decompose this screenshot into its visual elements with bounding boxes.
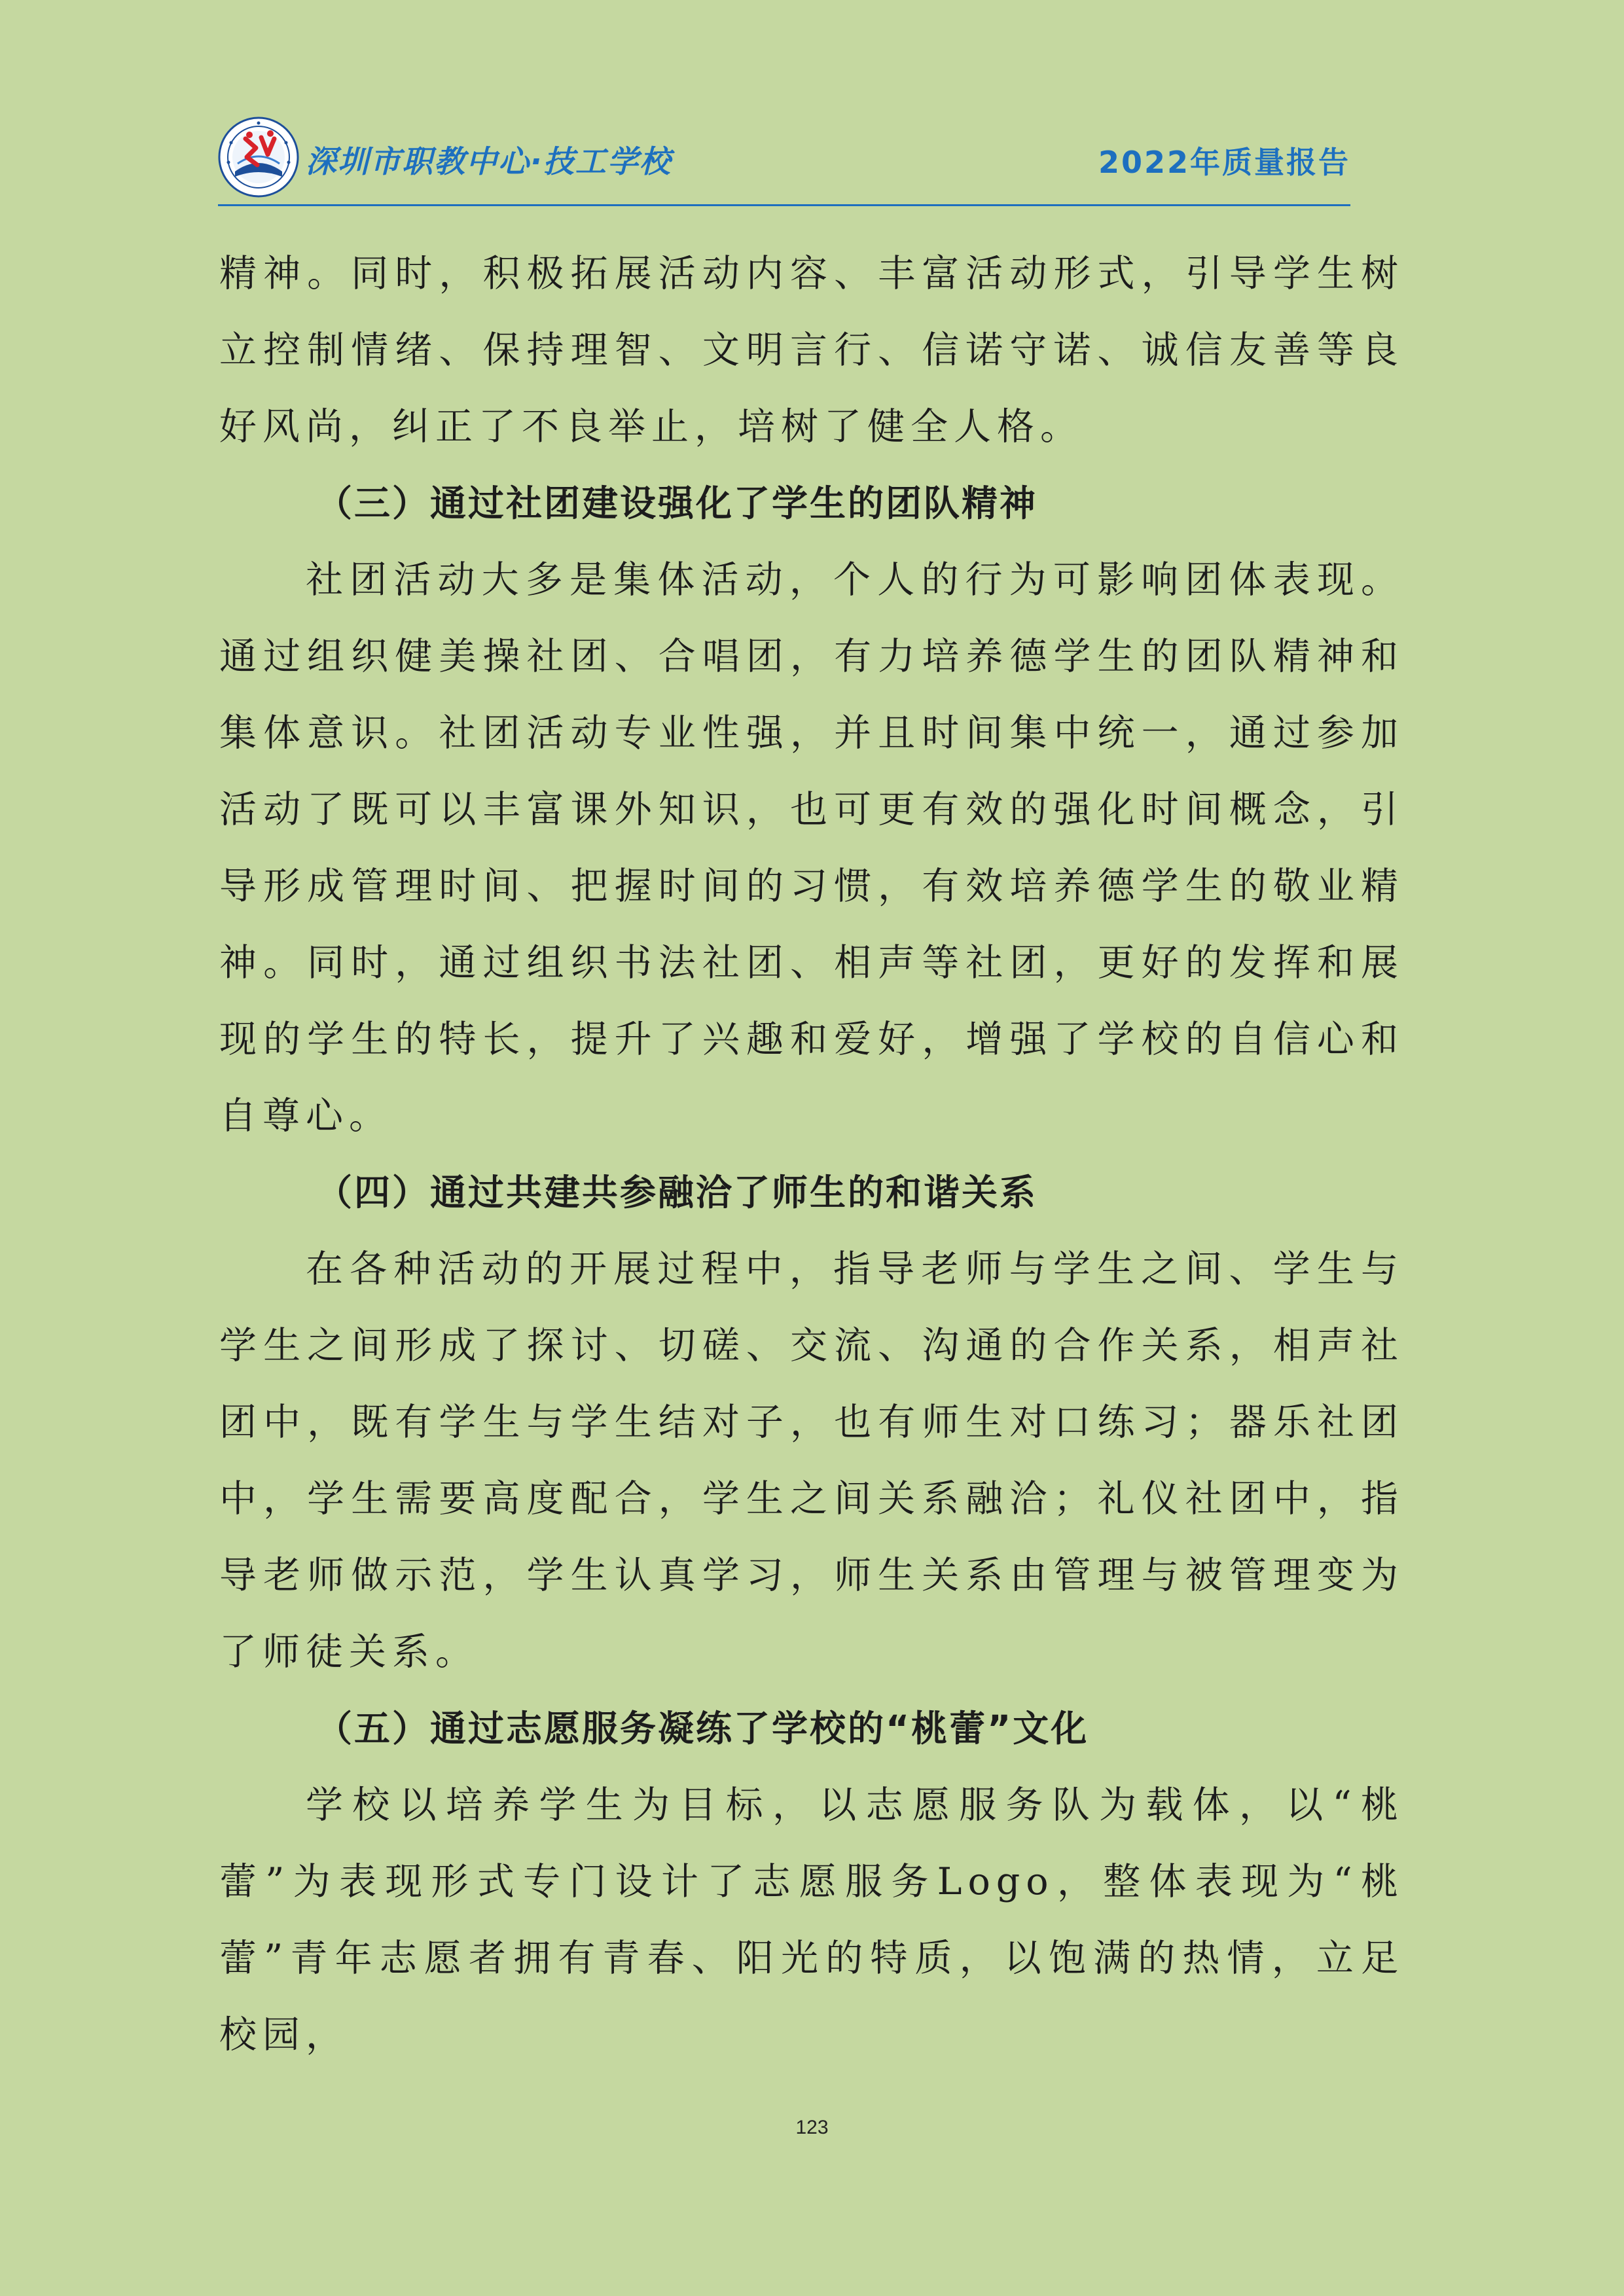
page-number: 123 xyxy=(795,2117,829,2138)
section-heading-4: （四）通过共建共参融洽了师生的和谐关系 xyxy=(316,1172,1038,1213)
section-paragraph-3: 社团活动大多是集体活动，个人的行为可影响团体表现。通过组织健美操社团、合唱团，有力培养德学生的团队精神和集体意识。社团活动专业性强，并且时间集中统一，通过参加活动了既可以丰富课外知识，也可更有效的强化时间概念，引导形成管理时间、把握时间的习惯，有效培养德学生的敬业精神。同时，通过组织书法社团、相声等社团，更好的发挥和展现的学生的特长，提升了兴趣和爱好，增强了学校的自信心和自尊心。 xyxy=(219,558,1404,1138)
intro-paragraph: 精神。同时，积极拓展活动内容、丰富活动形式，引导学生树立控制情绪、保持理智、文明言行、信诺守诺、诚信友善等良好风尚，纠正了不良举止，培树了健全人格。 xyxy=(219,252,1404,448)
report-title: 2022年质量报告 xyxy=(1098,145,1350,180)
section-heading-3: （三）通过社团建设强化了学生的团队精神 xyxy=(316,482,1038,524)
page-body xyxy=(219,236,1404,2073)
school-logo-icon xyxy=(218,117,299,198)
section-heading-5: （五）通过志愿服务凝练了学校的“桃蕾”文化 xyxy=(316,1708,1089,1749)
header-divider xyxy=(218,204,1350,206)
page-header xyxy=(218,117,1350,206)
school-name: 深圳市职教中心·技工学校 xyxy=(306,144,672,180)
section-paragraph-4: 在各种活动的开展过程中，指导老师与学生之间、学生与学生之间形成了探讨、切磋、交流、沟通的合作关系，相声社团中，既有学生与学生结对子，也有师生对口练习；器乐社团中，学生需要高度配合，学生之间关系融洽；礼仪社团中，指导老师做示范，学生认真学习，师生关系由管理与被管理变为了师徒关系。 xyxy=(219,1247,1404,1674)
section-paragraph-5: 学校以培养学生为目标，以志愿服务队为载体，以“桃蕾”为表现形式专门设计了志愿服务Logo，整体表现为“桃蕾”青年志愿者拥有青春、阳光的特质，以饱满的热情，立足校园， xyxy=(219,1784,1404,2056)
